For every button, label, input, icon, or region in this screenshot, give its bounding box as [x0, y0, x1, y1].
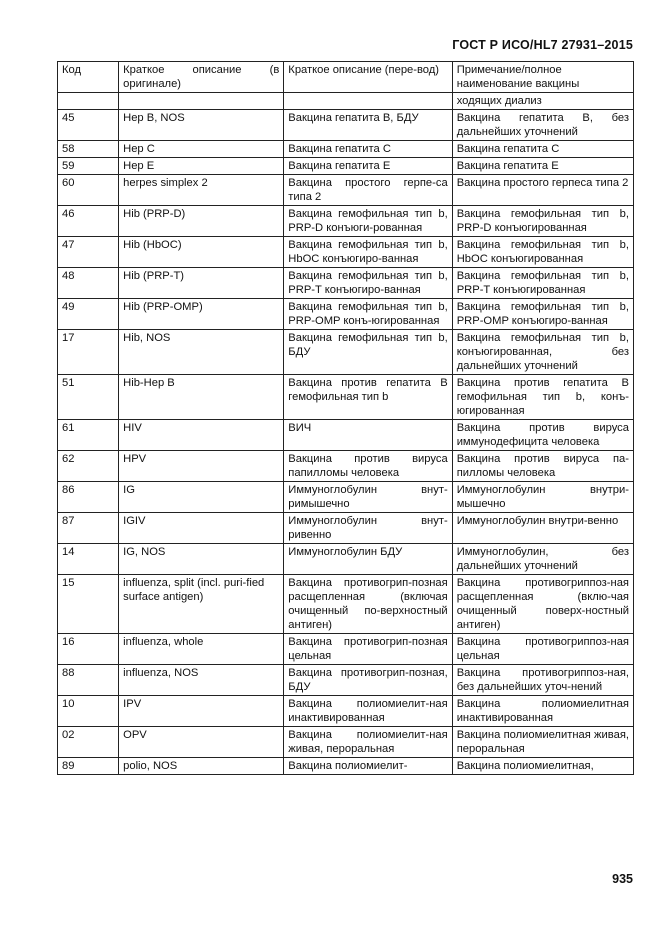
table-row: [58, 299, 634, 330]
table-cell-trans: Вакцина гепатита В, БДУ: [284, 110, 452, 141]
table-cell-note: Иммуноглобулин, без дальнейших уточнений: [452, 544, 633, 575]
table-cell-code: 88: [58, 665, 119, 696]
table-cell-trans: Иммуноглобулин внут-ривенно: [284, 513, 452, 544]
table-cell-orig: IGIV: [119, 513, 284, 544]
table-row: [58, 268, 634, 299]
table-cell-orig: HPV: [119, 451, 284, 482]
table-cell-code: 49: [58, 299, 119, 330]
table-cell-trans: Иммуноглобулин БДУ: [284, 544, 452, 575]
table-row: [58, 665, 634, 696]
column-header: Код: [58, 62, 119, 93]
table-cell-note: Вакцина против вируса па-пилломы человека: [452, 451, 633, 482]
table-cell-trans: Вакцина гемофильная тип b, HbOC конъюгиро-ванная: [284, 237, 452, 268]
vaccine-table: [57, 61, 634, 775]
table-cell-orig: Hep E: [119, 158, 284, 175]
table-cell-note: Иммуноглобулин внутри-мышечно: [452, 482, 633, 513]
table-cell-trans: Иммуноглобулин внут-римышечно: [284, 482, 452, 513]
table-cell-orig: Hib (PRP-OMP): [119, 299, 284, 330]
table-cell-trans: Вакцина полиомиелит-ная инактивированная: [284, 696, 452, 727]
table-row: [58, 420, 634, 451]
table-row: [58, 175, 634, 206]
table-cell-trans: Вакцина гепатита С: [284, 141, 452, 158]
page-number: 935: [612, 872, 633, 886]
table-cell-orig: Hib, NOS: [119, 330, 284, 375]
table-cell-note: Вакцина гемофильная тип b, HbOC конъюгированная: [452, 237, 633, 268]
table-cell-note: Вакцина полиомиелитная,: [452, 758, 633, 775]
table-cell-code: 46: [58, 206, 119, 237]
table-cell-orig: IG: [119, 482, 284, 513]
table-cell-orig: polio, NOS: [119, 758, 284, 775]
table-row: [58, 330, 634, 375]
table-cell-orig: Hib-Hep B: [119, 375, 284, 420]
table-cell-trans: Вакцина против вируса папилломы человека: [284, 451, 452, 482]
table-row: [58, 110, 634, 141]
table-header-row: [58, 62, 634, 93]
table-row: [58, 727, 634, 758]
table-cell-orig: Hib (PRP-T): [119, 268, 284, 299]
table-cell-note: Вакцина гемофильная тип b, PRP-D конъюгированная: [452, 206, 633, 237]
table-cell-trans: Вакцина гемофильная тип b, БДУ: [284, 330, 452, 375]
table-cell-note: Иммуноглобулин внутри-венно: [452, 513, 633, 544]
table-row: [58, 237, 634, 268]
table-cell-trans: ВИЧ: [284, 420, 452, 451]
table-cell-note: Вакцина гемофильная тип b, PRP-OMP конъюгиро-ванная: [452, 299, 633, 330]
table-cell: ходящих диализ: [452, 93, 633, 110]
table-cell-orig: influenza, split (incl. puri-fied surface antigen): [119, 575, 284, 634]
table-cell-code: 51: [58, 375, 119, 420]
table-row: [58, 513, 634, 544]
table-cell-note: Вакцина против вируса иммунодефицита человека: [452, 420, 633, 451]
table-cell-orig: influenza, NOS: [119, 665, 284, 696]
table-row: [58, 375, 634, 420]
table-row: [58, 482, 634, 513]
table-cell-note: Вакцина гепатита С: [452, 141, 633, 158]
table-cell-code: 17: [58, 330, 119, 375]
column-header: Краткое описание (в оригинале): [119, 62, 284, 93]
table-cell-orig: Hep B, NOS: [119, 110, 284, 141]
table-cell-note: Вакцина против гепатита В гемофильная тип b, конъ-югированная: [452, 375, 633, 420]
table-cell-note: Вакцина простого герпеса типа 2: [452, 175, 633, 206]
table-row: [58, 634, 634, 665]
table-cell-code: 15: [58, 575, 119, 634]
table-row: [58, 575, 634, 634]
table-cell-orig: herpes simplex 2: [119, 175, 284, 206]
document-header: ГОСТ Р ИСО/HL7 27931–2015: [452, 38, 633, 52]
table-cell-code: 62: [58, 451, 119, 482]
table-cell-note: Вакцина полиомиелитная инактивированная: [452, 696, 633, 727]
table-cell-orig: Hep C: [119, 141, 284, 158]
table-row: [58, 158, 634, 175]
table-cell-code: 61: [58, 420, 119, 451]
table-cell-code: 14: [58, 544, 119, 575]
table-cell-trans: Вакцина простого герпе-са типа 2: [284, 175, 452, 206]
table-cell-note: Вакцина противогриппоз-ная расщепленная (вклю-чая очищенный поверх-ностный антиген): [452, 575, 633, 634]
table-cell-trans: Вакцина противогрип-позная, БДУ: [284, 665, 452, 696]
table-cell-orig: HIV: [119, 420, 284, 451]
table-cell-code: 58: [58, 141, 119, 158]
table-cell-trans: Вакцина противогрип-позная расщепленная (включая очищенный по-верхностный антиген): [284, 575, 452, 634]
table-cell-code: 60: [58, 175, 119, 206]
table-cell-note: Вакцина гепатита В, без дальнейших уточнений: [452, 110, 633, 141]
table-cell-orig: OPV: [119, 727, 284, 758]
table-cell-note: Вакцина полиомиелитная живая, пероральная: [452, 727, 633, 758]
table-cell-trans: Вакцина противогрип-позная цельная: [284, 634, 452, 665]
table-cell-code: 16: [58, 634, 119, 665]
table-row: [58, 141, 634, 158]
table-cell-trans: Вакцина гемофильная тип b, PRP-T конъюгиро-ванная: [284, 268, 452, 299]
table-cell-note: Вакцина противогриппоз-ная, без дальнейших уточ-нений: [452, 665, 633, 696]
table-row: [58, 206, 634, 237]
table-cell-trans: Вакцина гемофильная тип b, PRP-OMP конъ-югированная: [284, 299, 452, 330]
continuation-row: [58, 93, 634, 110]
table-row: [58, 696, 634, 727]
table-cell-code: 45: [58, 110, 119, 141]
table-cell-code: 47: [58, 237, 119, 268]
table-cell-code: 87: [58, 513, 119, 544]
table-cell-orig: influenza, whole: [119, 634, 284, 665]
table-cell-code: 59: [58, 158, 119, 175]
table-cell-code: 89: [58, 758, 119, 775]
column-header: Краткое описание (пере-вод): [284, 62, 452, 93]
table-cell-orig: IPV: [119, 696, 284, 727]
table-cell-code: 10: [58, 696, 119, 727]
table-cell-note: Вакцина гепатита Е: [452, 158, 633, 175]
table-row: [58, 451, 634, 482]
table-cell-trans: Вакцина полиомиелит-: [284, 758, 452, 775]
table-cell-trans: Вакцина полиомиелит-ная живая, пероральная: [284, 727, 452, 758]
table-cell-code: 86: [58, 482, 119, 513]
column-header: Примечание/полное наименование вакцины: [452, 62, 633, 93]
table-row: [58, 758, 634, 775]
table-cell-note: Вакцина гемофильная тип b, конъюгированная, без дальнейших уточнений: [452, 330, 633, 375]
table-cell-note: Вакцина противогриппоз-ная цельная: [452, 634, 633, 665]
table-row: [58, 544, 634, 575]
table-cell-orig: Hib (HbOC): [119, 237, 284, 268]
table-cell-trans: Вакцина гемофильная тип b, PRP-D конъюги-рованная: [284, 206, 452, 237]
table-cell-note: Вакцина гемофильная тип b, PRP-T конъюгированная: [452, 268, 633, 299]
table-cell-code: 48: [58, 268, 119, 299]
table-cell-orig: IG, NOS: [119, 544, 284, 575]
table-cell-trans: Вакцина против гепатита В гемофильная тип b: [284, 375, 452, 420]
table-cell-trans: Вакцина гепатита Е: [284, 158, 452, 175]
table-cell-orig: Hib (PRP-D): [119, 206, 284, 237]
table-cell-code: 02: [58, 727, 119, 758]
